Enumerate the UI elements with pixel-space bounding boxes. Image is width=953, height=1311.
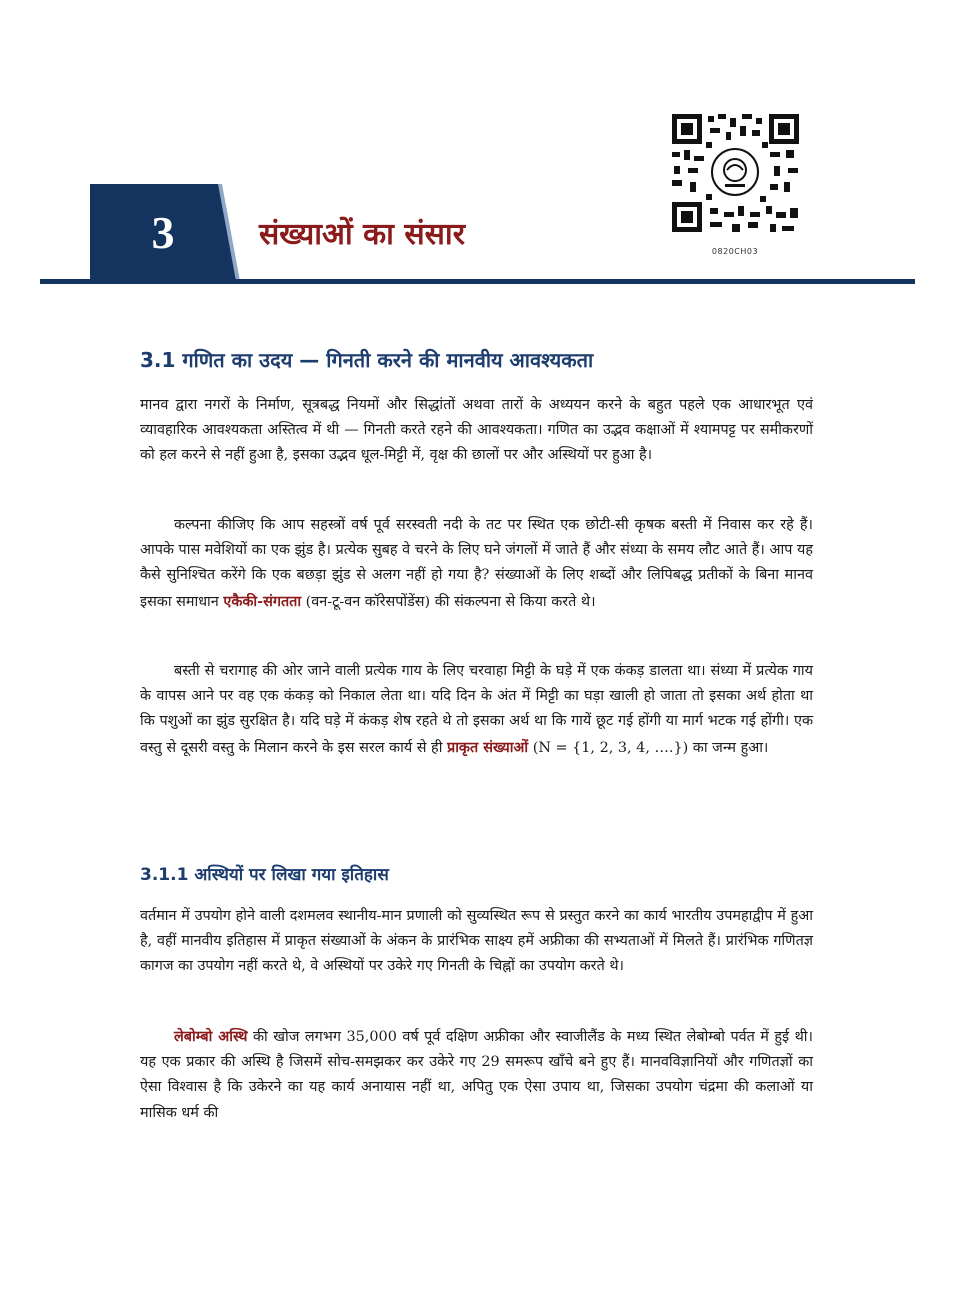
- qr-code-label: 0820CH03: [711, 247, 759, 256]
- paragraph-4: वर्तमान में उपयोग होने वाली दशमलव स्थानीय-मान प्रणाली को सुव्यस्थित रूप से प्रस्तुत करने का कार्य भारतीय उपमहाद्वीप में हुआ है, वहीं मानवीय इतिहास में प्राकृत संख्याओं के अंकन के प्रारंभिक साक्ष्य हमें अफ्रीका की सभ्यताओं में मिलते हैं। प्रारंभिक गणितज्ञ कागज का उपयोग नहीं करते थे, वे अस्थियों पर उकेरे गए गिनती के चिह्नों का उपयोग करते थे।: [140, 908, 813, 975]
- paragraph-2: [140, 513, 813, 615]
- paragraph-1: मानव द्वारा नगरों के निर्माण, सूत्रबद्ध नियमों और सिद्धांतों अथवा तारों के अध्ययन करने के बहुत पहले एक आधारभूत एवं व्यावहारिक आवश्यकता अस्तित्व में थी — गिनती करते रहने की आवश्यकता। गणित का उद्भव कक्षाओं में श्यामपट्ट पर समीकरणों को हल करने से नहीं हुआ है, इसका उद्भव धूल-मिट्टी में, वृक्ष की छालों पर और अस्थियों पर हुआ है।: [140, 397, 813, 464]
- paragraph-3: [140, 659, 813, 761]
- paragraph-2-text-b: (वन-टू-वन कॉरेसपोंडेंस) की संकल्पना से किया करते थे।: [301, 593, 596, 610]
- term-one-to-one: एकैकी-संगतता: [223, 592, 302, 610]
- section-heading-3-1: 3.1 गणित का उदय — गिनती करने की मानवीय आवश्यकता: [140, 348, 594, 372]
- qr-code[interactable]: [670, 112, 801, 234]
- chapter-number: 3: [151, 207, 175, 258]
- term-lebombo-bone: लेबोम्बो अस्थि: [174, 1028, 248, 1045]
- paragraph-5-text: की खोज लगभग 35,000 वर्ष पूर्व दक्षिण अफ्रीका और स्वाजीलैंड के मध्य स्थित लेबोम्बो पर्वत में हुई थी। यह एक प्रकार की अस्थि है जिसमें सोच-समझकर कर उकेरे गए 29 समरूप खाँचे बने हुए हैं। मानवविज्ञानियों और गणितज्ञों का ऐसा विश्वास है कि उकेरने का यह कार्य अनायास नहीं था, अपितु एक ऐसा उपाय था, जिसका उपयोग चंद्रमा की कलाओं या मासिक धर्म की: [140, 1029, 813, 1121]
- header-rule: [40, 279, 915, 284]
- chapter-number-box: [90, 184, 242, 281]
- paragraph-2-text-a: कल्पना कीजिए कि आप सहस्त्रों वर्ष पूर्व सरस्वती नदी के तट पर स्थित एक छोटी-सी कृषक बस्ती में निवास कर रहे हैं। आपके पास मवेशियों का एक झुंड है। प्रत्येक सुबह वे चरने के लिए घने जंगलों में जाते हैं और संध्या के समय लौट आते हैं। आप यह कैसे सुनिश्चित करेंगे कि एक बछड़ा झुंड से अलग नहीं हो गया है? संख्याओं के लिए शब्दों और लिपिबद्ध प्रतीकों के बिना मानव इसका समाधान: [140, 517, 813, 610]
- paragraph-5: [140, 1024, 813, 1126]
- section-heading-3-1-1: 3.1.1 अस्थियों पर लिखा गया इतिहास: [140, 865, 389, 885]
- paragraph-3-text-a: बस्ती से चरागाह की ओर जाने वाली प्रत्येक गाय के लिए चरवाहा मिट्टी के घड़े में एक कंकड़ डालता था। संध्या में प्रत्येक गाय के वापस आने पर वह एक कंकड़ को निकाल लेता था। यदि दिन के अंत में मिट्टी का घड़ा खाली हो जाता तो इसका अर्थ होता था कि पशुओं का झुंड सुरक्षित है। यदि घड़े में कंकड़ शेष रहते थे तो इसका अर्थ था कि गायें छूट गई होंगी या मार्ग भटक गई होंगी। एक वस्तु से दूसरी वस्तु के मिलान करने के इस सरल कार्य से ही: [140, 663, 813, 756]
- paragraph-3-text-b: (N = {1, 2, 3, 4, ….}) का जन्म हुआ।: [528, 739, 769, 756]
- term-natural-numbers: प्राकृत संख्याओं: [447, 738, 529, 756]
- chapter-title: संख्याओं का संसार: [259, 217, 465, 252]
